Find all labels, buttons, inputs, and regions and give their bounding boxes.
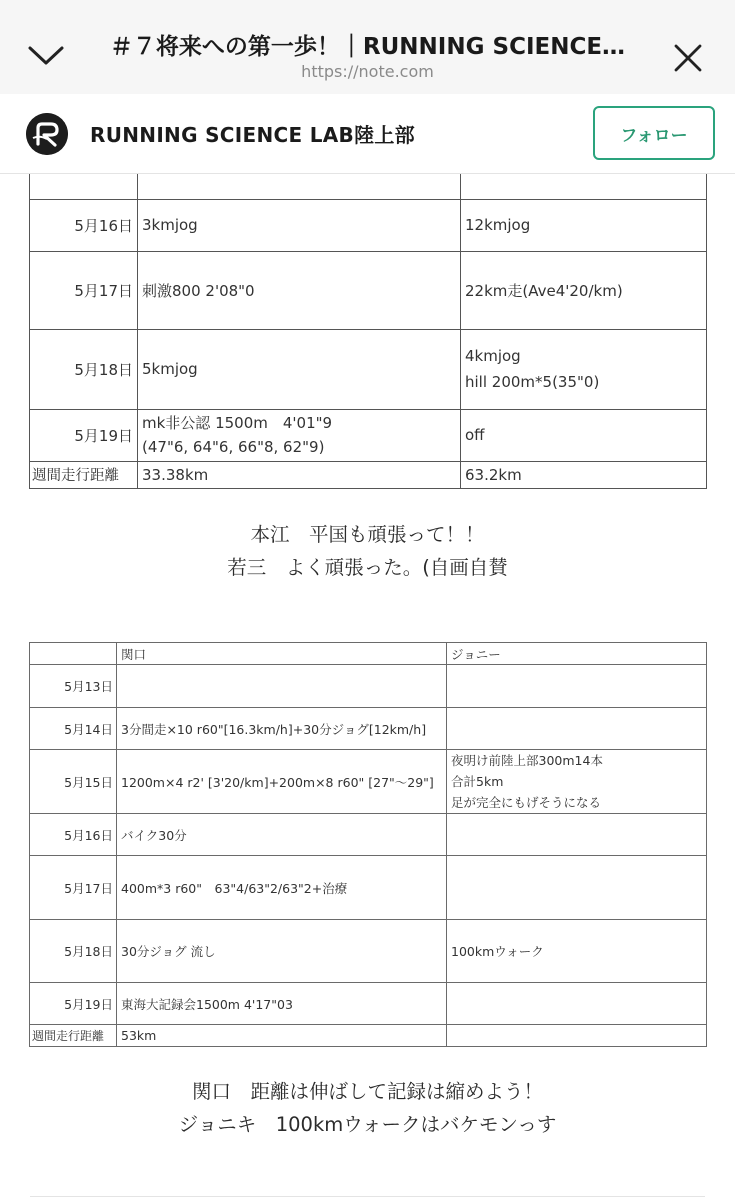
close-icon[interactable]: [664, 36, 712, 80]
table-cell: 22km走(Ave4'20/km): [461, 251, 707, 329]
table-row: [30, 174, 707, 199]
header-cell: 関口: [117, 643, 447, 665]
caption-line: 関口 距離は伸ばして記録は縮めよう！: [191, 1080, 543, 1103]
training-table-2: [29, 642, 707, 1047]
cell-line: 足が完全にもげそうになる: [451, 795, 602, 810]
table-row: [30, 920, 707, 983]
divider: [30, 1196, 705, 1197]
header-cell: ジョニー: [447, 643, 707, 665]
table-cell: [447, 708, 707, 750]
cell-line: (47"6, 64"6, 66"8, 62"9): [142, 438, 325, 456]
table-cell: [138, 409, 461, 461]
table-row: [30, 983, 707, 1025]
table-cell: [138, 174, 461, 199]
table-cell: [447, 665, 707, 708]
table-row: [30, 665, 707, 708]
table-row: [30, 1025, 707, 1047]
table-cell: [30, 174, 138, 199]
table-cell: 5kmjog: [138, 329, 461, 409]
training-table-1: [29, 174, 707, 489]
caption-line: ジョニキ 100kmウォークはバケモンっす: [178, 1113, 557, 1136]
table-cell: 東海大記録会1500m 4'17"03: [117, 983, 447, 1025]
table-row: [30, 708, 707, 750]
table-cell: [447, 814, 707, 856]
date-cell: 5月17日: [30, 251, 138, 329]
date-cell: 5月18日: [30, 329, 138, 409]
table-row: [30, 199, 707, 251]
total-label-cell: 週間走行距離: [30, 461, 138, 488]
caption-line: 本江 平国も頑張って！！: [250, 523, 485, 546]
date-cell: 5月18日: [30, 920, 117, 983]
table-cell: バイク30分: [117, 814, 447, 856]
table-cell: 400m*3 r60" 63"4/63"2/63"2+治療: [117, 856, 447, 920]
table-cell: 1200m×4 r2' [3'20/km]+200m×8 r60" [27"〜29"]: [117, 750, 447, 814]
table-cell: off: [461, 409, 707, 461]
table-cell: 53km: [117, 1025, 447, 1047]
page-title: ＃７将来への第一歩！｜RUNNING SCIENCE…: [109, 34, 626, 60]
date-cell: 5月16日: [30, 199, 138, 251]
table-row: [30, 814, 707, 856]
cell-line: 夜明け前陸上部300m14本: [451, 753, 603, 768]
table-cell: 3kmjog: [138, 199, 461, 251]
table-cell: [447, 750, 707, 814]
date-cell: 5月16日: [30, 814, 117, 856]
date-cell: 5月14日: [30, 708, 117, 750]
cell-line: mk非公認 1500m 4'01"9: [142, 414, 333, 432]
table-cell: [447, 856, 707, 920]
chevron-down-icon[interactable]: [22, 36, 70, 76]
table-cell: [447, 983, 707, 1025]
cell-line: 4kmjog: [465, 347, 521, 365]
page-url: https://note.com: [301, 62, 434, 81]
table-cell: 3分間走×10 r60"[16.3km/h]+30分ジョグ[12km/h]: [117, 708, 447, 750]
table-row: [30, 461, 707, 488]
table-cell: 33.38km: [138, 461, 461, 488]
table-cell: 刺激800 2'08"0: [138, 251, 461, 329]
date-cell: 5月19日: [30, 409, 138, 461]
table-row: [30, 750, 707, 814]
table-header-row: [30, 643, 707, 665]
header-cell: [30, 643, 117, 665]
table-cell: 12kmjog: [461, 199, 707, 251]
table-cell: 30分ジョグ 流し: [117, 920, 447, 983]
caption-line: 若三 よく頑張った。(自画自賛: [227, 556, 508, 579]
table-row: [30, 856, 707, 920]
browser-top-bar: [0, 0, 735, 94]
cell-line: 合計5km: [451, 774, 504, 789]
table-row: [30, 251, 707, 329]
date-cell: 5月17日: [30, 856, 117, 920]
table-cell: 63.2km: [461, 461, 707, 488]
site-name[interactable]: RUNNING SCIENCE LAB陸上部: [90, 123, 415, 147]
table-cell: 100kmウォーク: [447, 920, 707, 983]
total-label-cell: 週間走行距離: [30, 1025, 117, 1047]
caption-1: [0, 518, 735, 584]
table-cell: [117, 665, 447, 708]
table-row: [30, 329, 707, 409]
running-science-logo-icon[interactable]: [26, 113, 68, 155]
table-cell: [447, 1025, 707, 1047]
cell-line: hill 200m*5(35"0): [465, 373, 600, 391]
caption-2: [0, 1075, 735, 1141]
date-cell: 5月15日: [30, 750, 117, 814]
table-cell: [461, 329, 707, 409]
follow-button[interactable]: フォロー: [593, 106, 715, 160]
table-row: [30, 409, 707, 461]
table-cell: [461, 174, 707, 199]
date-cell: 5月19日: [30, 983, 117, 1025]
date-cell: 5月13日: [30, 665, 117, 708]
